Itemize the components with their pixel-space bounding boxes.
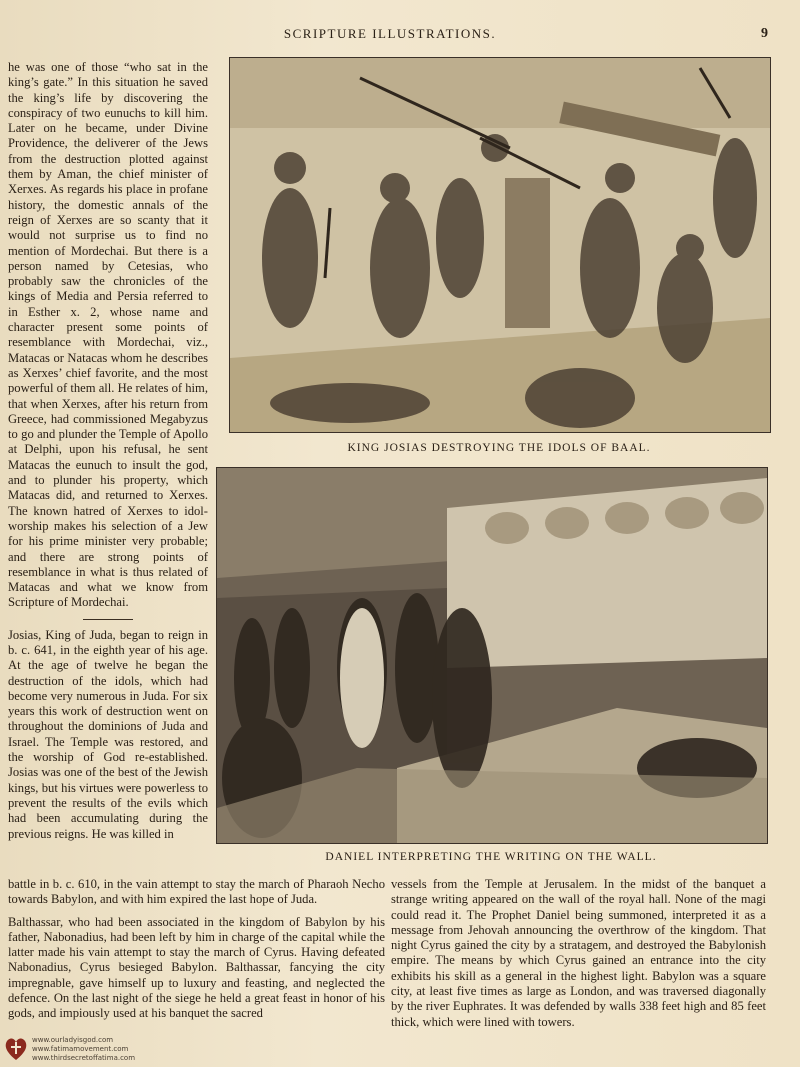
heart-seal-icon: [4, 1036, 28, 1062]
paragraph-josias-end: battle in b. c. 610, in the vain attempt to stay the march of Pharaoh Necho towards Babylon, and with him expired the last hope of Juda.: [8, 877, 385, 907]
paragraph-josias: Josias, King of Juda, began to reign in b. c. 641, in the eighth year of his age. At the age of twelve he began the destruction of the idols, which had become very numerous in Juda. For six years this work of destruction went on throughout the dominions of Juda and Israel. The Temple was restored, and the worship of God re-established. Josias was one of the best of the Jewish kings, but his virtues were powerless to prevent the results of the evils which had been accumulating during the previous reigns. He was killed in: [8, 627, 208, 841]
engraving-josias-art: [230, 58, 770, 432]
watermark-url: www.ourladyisgod.com: [32, 1036, 114, 1044]
caption-daniel: DANIEL INTERPRETING THE WRITING ON THE WALL.: [325, 851, 657, 863]
paragraph-mordechai: he was one of those “who sat in the king’s gate.” In this situation he saved the king’s life by discovering the conspiracy of two eunuchs to kill him. Later on he became, under Divine Providence, the deliverer of the Jews from the destruction plotted against them by Aman, the chief minister of Xerxes. As regards his place in profane history, the domestic annals of the reign of Xerxes are so scanty that it would not surprise us to find no mention of Mordechai. But there is a person named by Cetesias, who probably saw the chronicles of the kings of Media and Persia referred to in Esther x. 2, whose name and character present some points of resemblance with Mordechai, viz., Matacas or Natacas whom he describes as Xerxes’ chief favorite, and the most powerful of them all. He relates of him, that when Xerxes, after his return from Greece, had commissioned Megabyzus to go and plunder the Temple of Apollo at Delphi, upon his refusal, he sent Matacas the eunuch to insult the god, and to plunder his property, which Matacas did, and returned to Xerxes. The known hatred of Xerxes to idol-worship makes his selection of a Jew for his prime minister very probable; and there are strong points of resemblance in what is thus related of Matacas and what we know from Scripture of Mordechai.: [8, 60, 208, 610]
page-title: SCRIPTURE ILLUSTRATIONS.: [283, 26, 497, 41]
bottom-left-column: [8, 877, 385, 1022]
bottom-right-column: [391, 877, 766, 1030]
left-column: [8, 60, 208, 842]
watermark-urls: [32, 1036, 135, 1063]
paragraph-cyrus: vessels from the Temple at Jerusalem. In the midst of the banquet a strange writing appeared on the wall of the royal hall. None of the magi could read it. The Prophet Daniel being summoned, interpreted it as a message from Jehovah announcing the overthrow of the kingdom. That night Cyrus gained the city by a stratagem, and destroyed the Babylonish empire. The means by which Cyrus gained an entrance into the city exhibits his skill as a general in the highest light. Babylon was a square city, at least five times as large as London, and was traversed diagonally by the river Euphrates. It was defended by walls 338 feet high and 85 feet thick, which were lined with towers.: [391, 877, 766, 1029]
engraving-daniel-wall: [216, 467, 768, 844]
watermark-url: www.thirdsecretoffatima.com: [32, 1054, 136, 1062]
watermark-url: www.fatimamovement.com: [32, 1045, 129, 1053]
caption-josias: KING JOSIAS DESTROYING THE IDOLS OF BAAL.: [347, 442, 651, 454]
engraving-josias-idols: [229, 57, 771, 433]
page-number: 9: [761, 26, 768, 41]
engraving-daniel-art: [217, 468, 767, 843]
paragraph-balthassar: Balthassar, who had been associated in the kingdom of Babylon by his father, Nabonadius, had been left by him in charge of the capital while the latter made his vain attempt to stay the march of Cyrus. Having defeated Nabonadius, Cyrus besieged Babylon. Balthassar, fancying the city impregnable, gave himself up to luxury and feasting, and neglected the defence. On the last night of the siege he held a great feast in honor of his gods, and impiously used at his banquet the sacred: [8, 914, 385, 1021]
running-head: [0, 26, 800, 46]
section-divider: [83, 619, 133, 620]
watermark: [4, 1036, 204, 1066]
